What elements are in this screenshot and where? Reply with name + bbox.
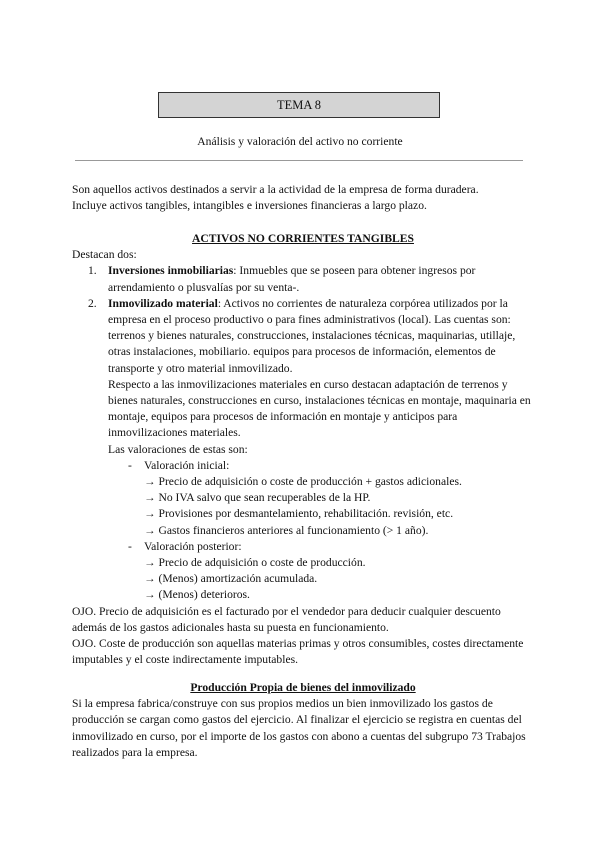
term: Inversiones inmobiliarias [108,264,234,278]
dash-item: - Valoración posterior: [128,539,242,553]
arrow-item: → No IVA salvo que sean recuperables de la HP. [144,491,371,505]
arrow-item: → (Menos) amortización acumulada. [144,572,318,586]
intro-line: Incluye activos tangibles, intangibles e inversiones financieras a largo plazo. [72,199,427,213]
section-heading: ACTIVOS NO CORRIENTES TANGIBLES [192,232,414,245]
arrow-item: → Precio de adquisición o coste de producción + gastos adicionales. [144,475,462,489]
list-number: 2. [88,296,97,310]
arrow-item: → Provisiones por desmantelamiento, rehabilitación. revisión, etc. [144,507,454,521]
page-title: TEMA 8 [276,97,322,112]
valoracion-posterior-label: Valoración posterior: [144,539,242,553]
ojo-note: OJO. Coste de producción son aquellas materias primas y otros consumibles, costes directamente imputables y el coste indirectamente imputables. [72,637,524,667]
intro [72,182,534,214]
arrow-item: → Precio de adquisición o coste de producción. [144,556,366,570]
valoracion-inicial-label: Valoración inicial: [144,458,230,472]
list-number: 1. [88,264,97,278]
arrow-item: → Gastos financieros anteriores al funcionamiento (> 1 año). [144,523,429,537]
title-box [158,92,440,118]
list-item [72,263,534,295]
ojo-note: OJO. Precio de adquisición es el facturado por el vendedor para deducir cualquier descuento además de los gastos adicionales hasta su puesta en funcionamiento. [72,604,501,634]
arrow-item: → (Menos) deterioros. [144,588,250,602]
valoraciones-lead: Las valoraciones de estas son: [108,442,248,456]
dash-item: - Valoración inicial: [128,458,230,472]
section-heading: Producción Propia de bienes del inmovilizado [190,681,416,694]
section-tangibles [72,231,534,668]
term: Inmovilizado material [108,296,218,310]
divider [75,160,523,161]
list-item [72,296,534,377]
subtitle: Análisis y valoración del activo no corriente [197,135,403,148]
section-produccion [72,680,534,761]
section-paragraph: Si la empresa fabrica/construye con sus propios medios un bien inmovilizado los gastos de producción se cargan como gastos del ejercicio. Al finalizar el ejercicio se registra en cuentas del inmovilizado en curso, por el importe de los gastos con abono a cuentas del subgrupo 73 Trabajos realizados para la empresa. [72,697,526,759]
intro-line: Son aquellos activos destinados a servir a la actividad de la empresa de forma duradera. [72,183,479,196]
term-definition: : Activos no corrientes de naturaleza corpórea utilizados por la empresa en el proceso productivo o para fines administrativos (local). Las cuentas son: terrenos y bienes naturales, construcciones, instalaciones técnicas, maquinarias, utillaje, otras instalaciones, mobiliario. equipos para procesos de información, elementos de transporte y otro material inmovilizado. [108,296,516,375]
section-lead: Destacan dos: [72,248,137,262]
paragraph-en-curso: Respecto a las inmovilizaciones materiales en curso destacan adaptación de terrenos y bienes naturales, construcciones en curso, instalaciones técnicas en montaje, maquinaria en montaje, equipos para procesos de información en montaje y anticipos para inmovilizaciones materiales. [108,377,531,440]
term-definition: : Inmuebles que se poseen para obtener ingresos por arrendamiento o plusvalías por su venta-. [108,264,476,294]
